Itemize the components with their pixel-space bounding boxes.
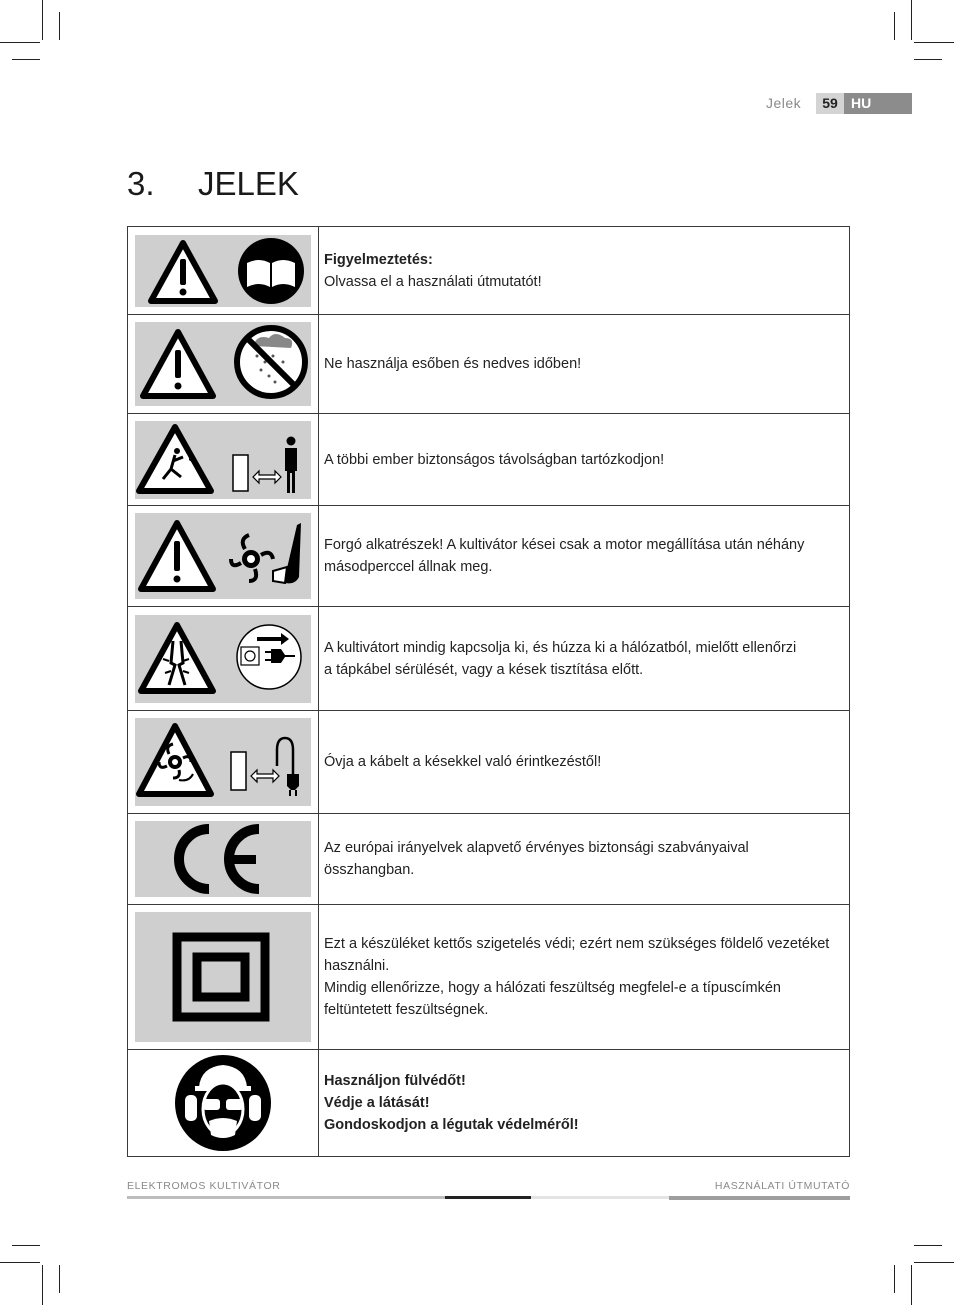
header-page-number: 59 <box>816 93 844 114</box>
symbol-row <box>128 506 850 607</box>
symbol-description <box>319 227 850 315</box>
symbol-description <box>319 1050 850 1157</box>
footer-document-type: HASZNÁLATI ÚTMUTATÓ <box>714 1180 850 1192</box>
keep-distance-person-icon <box>233 436 297 493</box>
symbol-description <box>319 607 850 711</box>
symbol-text: A kultivátort mindig kapcsolja ki, és húzza ki a hálózatból, mielőtt ellenőrzi <box>324 639 797 656</box>
symbol-description <box>319 414 850 506</box>
symbol-text: A többi ember biztonságos távolságban tartózkodjon! <box>324 451 665 468</box>
symbol-bold-label: Gondoskodjon a légutak védelméről! <box>324 1117 579 1133</box>
symbol-text: Óvja a kábelt a késekkel való érintkezéstől! <box>324 754 602 770</box>
symbol-icon-cell <box>128 506 319 607</box>
header-section-word: Jelek <box>766 95 802 111</box>
symbol-description <box>319 905 850 1050</box>
read-manual-icon <box>238 238 304 304</box>
symbol-text: a tápkábel sérülését, vagy a kések tisztítása előtt. <box>324 661 644 678</box>
double-insulation-icon <box>135 912 311 1042</box>
blade-cable-warning-icon <box>139 726 211 794</box>
header-language-badge: HU <box>844 93 912 114</box>
symbol-row <box>128 814 850 905</box>
symbol-icon-cell <box>128 711 319 814</box>
symbol-row <box>128 1050 850 1157</box>
symbol-icon-cell <box>128 227 319 315</box>
keep-cable-away-icon <box>231 738 299 796</box>
symbol-text: Ezt a készüléket kettős szigetelés védi; ezért nem szükséges földelő vezetéket használni. <box>324 936 830 974</box>
warning-triangle-icon <box>143 332 213 396</box>
symbol-row <box>128 607 850 711</box>
symbol-description <box>319 315 850 414</box>
symbol-row <box>128 315 850 414</box>
ce-mark-icon <box>135 821 311 897</box>
symbol-icon-cell <box>128 414 319 506</box>
symbol-text: Mindig ellenőrizze, hogy a hálózati feszültség megfelel-e a típuscímkén feltüntetett feszültségnek. <box>324 980 781 1018</box>
symbol-row <box>128 227 850 315</box>
section-number: 3. <box>127 165 155 202</box>
footer-product-name: ELEKTROMOS KULTIVÁTOR <box>127 1180 281 1192</box>
symbol-bold-label: Használjon fülvédőt! <box>324 1073 466 1089</box>
section-title: JELEK <box>198 165 299 202</box>
symbol-text: Ne használja esőben és nedves időben! <box>324 356 582 372</box>
symbol-text: Forgó alkatrészek! A kultivátor kései csak a motor megállítása után néhány másodperccel állnak meg. <box>324 537 805 575</box>
symbol-description <box>319 506 850 607</box>
symbols-table <box>127 226 850 1157</box>
electric-shock-warning-icon <box>141 625 213 691</box>
symbol-icon-cell <box>128 814 319 905</box>
symbol-bold-label: Figyelmeztetés: <box>324 251 433 268</box>
unplug-icon <box>237 625 301 689</box>
symbol-icon-cell <box>128 315 319 414</box>
symbol-row <box>128 905 850 1050</box>
symbol-icon-cell <box>128 607 319 711</box>
warning-triangle-icon <box>151 243 215 301</box>
symbol-text: Olvassa el a használati útmutatót! <box>324 273 542 290</box>
warning-triangle-icon <box>141 523 213 589</box>
symbol-row <box>128 711 850 814</box>
symbol-icon-cell <box>128 1050 319 1157</box>
symbol-icon-cell <box>128 905 319 1050</box>
thrown-objects-warning-icon <box>139 427 211 491</box>
no-rain-icon <box>237 328 305 396</box>
symbol-description <box>319 711 850 814</box>
rotating-blades-icon <box>231 523 301 583</box>
symbol-text: Az európai irányelvek alapvető érvényes biztonsági szabványaival összhangban. <box>324 840 749 878</box>
symbol-description <box>319 814 850 905</box>
protective-gear-icon <box>135 1053 311 1153</box>
symbol-row <box>128 414 850 506</box>
symbol-bold-label: Védje a látását! <box>324 1095 430 1111</box>
